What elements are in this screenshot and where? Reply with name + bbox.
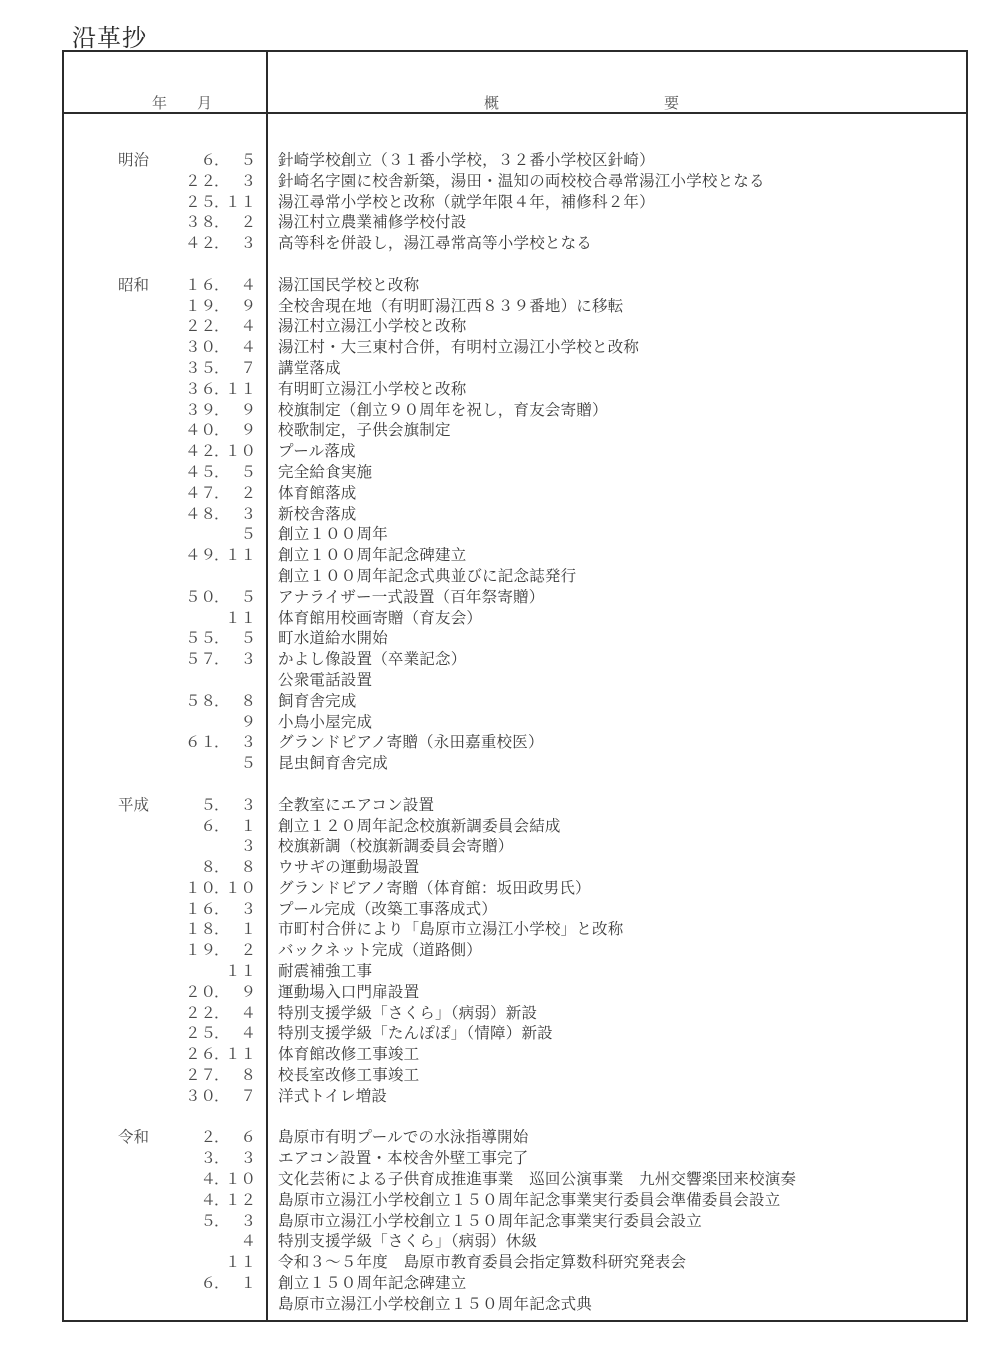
year-month-separator: ．	[214, 421, 230, 440]
era-label: 平成	[118, 795, 150, 814]
year-month-separator: ．	[214, 317, 230, 336]
year-value: １９	[184, 296, 216, 315]
year-value: ５０	[184, 587, 216, 606]
event-description: 湯江国民学校と改称	[278, 275, 420, 294]
history-row	[62, 919, 968, 940]
event-description: 耐震補強工事	[278, 962, 373, 981]
history-row	[62, 982, 968, 1003]
event-description: 小鳥小屋完成	[278, 712, 373, 731]
history-row	[62, 940, 968, 961]
history-row	[62, 1211, 968, 1232]
event-description: 完全給食実施	[278, 462, 373, 481]
year-month-separator: ．	[214, 483, 230, 502]
year-value: ４２	[184, 234, 216, 253]
year-value: ２６	[184, 1045, 216, 1064]
month-value: １１	[224, 379, 256, 398]
year-month-separator: ．	[214, 941, 230, 960]
year-month-separator: ．	[214, 171, 230, 190]
year-value: ５	[200, 795, 216, 814]
event-description: 体育館改修工事竣工	[278, 1045, 420, 1064]
event-description: 創立１２０周年記念校旗新調委員会結成	[278, 816, 561, 835]
event-description: 創立１００周年記念碑建立	[278, 546, 467, 565]
month-value: ３	[240, 1149, 256, 1168]
event-description: 洋式トイレ増設	[278, 1086, 388, 1105]
month-value: ３	[240, 733, 256, 752]
history-row	[62, 233, 968, 254]
month-value: ３	[240, 837, 256, 856]
month-value: ４	[240, 338, 256, 357]
event-description: 湯江村立農業補修学校付設	[278, 213, 467, 232]
history-row	[62, 1086, 968, 1107]
year-month-separator: ．	[214, 878, 230, 897]
year-value: ３	[200, 1149, 216, 1168]
history-row	[62, 483, 968, 504]
year-month-separator: ．	[214, 1045, 230, 1064]
year-month-separator: ．	[214, 442, 230, 461]
era-label: 令和	[118, 1128, 150, 1147]
month-value: １０	[224, 442, 256, 461]
year-value: ５７	[184, 650, 216, 669]
month-value: ４	[240, 275, 256, 294]
year-month-separator: ．	[214, 629, 230, 648]
year-value: ２２	[184, 317, 216, 336]
month-value: １１	[224, 192, 256, 211]
history-row	[62, 628, 968, 649]
history-row	[62, 420, 968, 441]
year-month-separator: ．	[214, 1190, 230, 1209]
event-description: エアコン設置・本校舎外壁工事完了	[278, 1149, 529, 1168]
year-month-separator: ．	[214, 982, 230, 1001]
year-month-separator: ．	[214, 858, 230, 877]
month-value: ５	[240, 629, 256, 648]
event-description: 創立１００周年	[278, 525, 388, 544]
month-value: ８	[240, 691, 256, 710]
month-value: ４	[240, 1232, 256, 1251]
year-value: ２５	[184, 1024, 216, 1043]
year-value: ３５	[184, 358, 216, 377]
year-month-separator: ．	[214, 379, 230, 398]
month-value: １	[240, 920, 256, 939]
event-description: 湯江村・大三東村合併，有明村立湯江小学校と改称	[278, 338, 640, 357]
year-month-separator: ．	[214, 462, 230, 481]
year-month-separator: ．	[214, 691, 230, 710]
month-value: １１	[224, 962, 256, 981]
header-year-month: 年 月	[152, 94, 213, 112]
history-row	[62, 504, 968, 525]
month-value: ６	[240, 1128, 256, 1147]
event-description: 市町村合併により「島原市立湯江小学校」と改称	[278, 920, 624, 939]
event-description: グランドピアノ寄贈（体育館：坂田政男氏）	[278, 878, 591, 897]
year-value: ５５	[184, 629, 216, 648]
month-value: ７	[240, 358, 256, 377]
year-month-separator: ．	[214, 1066, 230, 1085]
month-value: １１	[224, 1253, 256, 1272]
event-description: 針崎名字園に校舎新築，湯田・温知の両校校合尋常湯江小学校となる	[278, 171, 765, 190]
event-description: 運動場入口門扉設置	[278, 982, 420, 1001]
month-value: １	[240, 816, 256, 835]
event-description: 講堂落成	[278, 358, 341, 377]
year-month-separator: ．	[214, 1274, 230, 1293]
year-value: ３０	[184, 338, 216, 357]
event-description: 特別支援学級「たんぽぽ」（情障）新設	[278, 1024, 553, 1043]
event-description: 新校舎落成	[278, 504, 357, 523]
history-row	[62, 1169, 968, 1190]
year-month-separator: ．	[214, 1211, 230, 1230]
year-month-separator: ．	[214, 650, 230, 669]
month-value: ２	[240, 213, 256, 232]
event-description: かよし像設置（卒業記念）	[278, 650, 467, 669]
history-row	[62, 1231, 968, 1252]
year-month-separator: ．	[214, 1170, 230, 1189]
history-row	[62, 961, 968, 982]
history-row	[62, 1148, 968, 1169]
month-value: ３	[240, 899, 256, 918]
month-value: ８	[240, 1066, 256, 1085]
group-spacer	[62, 774, 968, 795]
event-description: 湯江尋常小学校と改称（就学年限４年，補修科２年）	[278, 192, 655, 211]
year-value: ６	[200, 151, 216, 169]
month-value: １１	[224, 608, 256, 627]
month-value: ４	[240, 1003, 256, 1022]
event-description: グランドピアノ寄贈（永田嘉重校医）	[278, 733, 544, 752]
history-row	[62, 379, 968, 400]
history-row	[62, 1003, 968, 1024]
group-spacer	[62, 1107, 968, 1128]
event-description: プール完成（改築工事落成式）	[278, 899, 498, 918]
year-value: １０	[184, 878, 216, 897]
year-month-separator: ．	[214, 400, 230, 419]
history-row	[62, 441, 968, 462]
year-value: １６	[184, 899, 216, 918]
month-value: ７	[240, 1086, 256, 1105]
year-value: ４	[200, 1170, 216, 1189]
event-description: 全校舎現在地（有明町湯江西８３９番地）に移転	[278, 296, 624, 315]
history-row	[62, 649, 968, 670]
event-description: 校旗新調（校旗新調委員会寄贈）	[278, 837, 514, 856]
history-row	[62, 587, 968, 608]
year-value: ２０	[184, 982, 216, 1001]
year-value: １８	[184, 920, 216, 939]
history-row	[62, 171, 968, 192]
history-row	[62, 316, 968, 337]
year-value: ５８	[184, 691, 216, 710]
history-row	[62, 1190, 968, 1211]
event-description: 体育館落成	[278, 483, 357, 502]
year-value: ３９	[184, 400, 216, 419]
history-row	[62, 1023, 968, 1044]
year-month-separator: ．	[214, 1128, 230, 1147]
history-row	[62, 816, 968, 837]
year-month-separator: ．	[214, 733, 230, 752]
year-month-separator: ．	[214, 1149, 230, 1168]
event-description: 昆虫飼育舎完成	[278, 754, 388, 773]
year-month-separator: ．	[214, 296, 230, 315]
year-month-separator: ．	[214, 275, 230, 294]
year-value: ２２	[184, 1003, 216, 1022]
month-value: ３	[240, 171, 256, 190]
month-value: ９	[240, 400, 256, 419]
history-row	[62, 1273, 968, 1294]
history-row	[62, 275, 968, 296]
year-value: ６	[200, 1274, 216, 1293]
event-description: 令和３～５年度 島原市教育委員会指定算数科研究発表会	[278, 1253, 687, 1272]
year-value: ４０	[184, 421, 216, 440]
month-value: ２	[240, 483, 256, 502]
month-value: ９	[240, 712, 256, 731]
event-description: 全教室にエアコン設置	[278, 795, 435, 814]
year-month-separator: ．	[214, 587, 230, 606]
month-value: ３	[240, 1211, 256, 1230]
history-row	[62, 192, 968, 213]
event-description: 公衆電話設置	[278, 670, 373, 689]
history-row	[62, 670, 968, 691]
month-value: ５	[240, 462, 256, 481]
year-month-separator: ．	[214, 504, 230, 523]
month-value: １０	[224, 1170, 256, 1189]
event-description: ウサギの運動場設置	[278, 858, 420, 877]
event-description: 湯江村立湯江小学校と改称	[278, 317, 467, 336]
month-value: ４	[240, 1024, 256, 1043]
history-rows	[62, 150, 968, 1315]
event-description: 校長室改修工事竣工	[278, 1066, 420, 1085]
year-month-separator: ．	[214, 234, 230, 253]
history-row	[62, 337, 968, 358]
month-value: ４	[240, 317, 256, 336]
year-value: ４	[200, 1190, 216, 1209]
year-month-separator: ．	[214, 358, 230, 377]
history-row	[62, 1294, 968, 1315]
history-row	[62, 1252, 968, 1273]
history-row	[62, 608, 968, 629]
year-month-separator: ．	[214, 1086, 230, 1105]
month-value: ３	[240, 795, 256, 814]
event-description: 島原市立湯江小学校創立１５０周年記念事業実行委員会設立	[278, 1211, 702, 1230]
year-month-separator: ．	[214, 1003, 230, 1022]
event-description: 飼育舎完成	[278, 691, 357, 710]
month-value: ８	[240, 858, 256, 877]
header-summary: 概 要	[484, 94, 680, 112]
year-value: ４５	[184, 462, 216, 481]
year-value: ４８	[184, 504, 216, 523]
history-row	[62, 836, 968, 857]
event-description: 特別支援学級「さくら」（病弱）新設	[278, 1003, 538, 1022]
year-month-separator: ．	[214, 920, 230, 939]
year-value: １６	[184, 275, 216, 294]
year-month-separator: ．	[214, 816, 230, 835]
era-label: 明治	[118, 151, 150, 169]
month-value: ９	[240, 296, 256, 315]
event-description: 体育館用校画寄贈（育友会）	[278, 608, 483, 627]
history-row	[62, 1127, 968, 1148]
history-row	[62, 462, 968, 483]
year-value: ４２	[184, 442, 216, 461]
event-description: 島原市有明プールでの水泳指導開始	[278, 1128, 529, 1147]
history-row	[62, 753, 968, 774]
month-value: １	[240, 1274, 256, 1293]
year-value: ２７	[184, 1066, 216, 1085]
year-value: ６１	[184, 733, 216, 752]
event-description: 島原市立湯江小学校創立１５０周年記念事業実行委員会準備委員会設立	[278, 1190, 781, 1209]
month-value: １０	[224, 878, 256, 897]
month-value: １１	[224, 546, 256, 565]
month-value: ５	[240, 151, 256, 169]
history-row	[62, 857, 968, 878]
history-row	[62, 691, 968, 712]
event-description: 創立１５０周年記念碑建立	[278, 1274, 467, 1293]
history-row	[62, 732, 968, 753]
event-description: 高等科を併設し，湯江尋常高等小学校となる	[278, 234, 593, 253]
event-description: バックネット完成（道路側）	[278, 941, 482, 960]
event-description: プール落成	[278, 442, 356, 461]
year-month-separator: ．	[214, 795, 230, 814]
history-row	[62, 545, 968, 566]
event-description: 針崎学校創立（３１番小学校，３２番小学校区針崎）	[278, 151, 655, 169]
history-row	[62, 1044, 968, 1065]
year-month-separator: ．	[214, 546, 230, 565]
month-value: １２	[224, 1190, 256, 1209]
event-description: アナライザー一式設置（百年祭寄贈）	[278, 587, 545, 606]
year-value: ５	[200, 1211, 216, 1230]
year-value: ２	[200, 1128, 216, 1147]
event-description: 創立１００周年記念式典並びに記念誌発行	[278, 566, 577, 585]
month-value: ２	[240, 941, 256, 960]
month-value: ５	[240, 587, 256, 606]
month-value: ３	[240, 234, 256, 253]
year-month-separator: ．	[214, 213, 230, 232]
event-description: 島原市立湯江小学校創立１５０周年記念式典	[278, 1294, 593, 1313]
history-row	[62, 712, 968, 733]
year-value: ６	[200, 816, 216, 835]
month-value: ３	[240, 650, 256, 669]
month-value: １１	[224, 1045, 256, 1064]
history-row	[62, 899, 968, 920]
history-row	[62, 795, 968, 816]
event-description: 校歌制定，子供会旗制定	[278, 421, 451, 440]
event-description: 校旗制定（創立９０周年を祝し，育友会寄贈）	[278, 400, 608, 419]
month-value: ９	[240, 421, 256, 440]
year-value: ２２	[184, 171, 216, 190]
year-value: １９	[184, 941, 216, 960]
year-value: ３０	[184, 1086, 216, 1105]
era-label: 昭和	[118, 275, 150, 294]
history-row	[62, 1065, 968, 1086]
event-description: 特別支援学級「さくら」（病弱）休級	[278, 1232, 538, 1251]
year-month-separator: ．	[214, 1024, 230, 1043]
month-value: ９	[240, 982, 256, 1001]
month-value: ５	[240, 525, 256, 544]
year-month-separator: ．	[214, 899, 230, 918]
history-row	[62, 150, 968, 171]
history-row	[62, 878, 968, 899]
document-title: 沿革抄	[72, 24, 147, 52]
history-row	[62, 212, 968, 233]
year-value: ４７	[184, 483, 216, 502]
event-description: 文化芸術による子供育成推進事業 巡回公演事業 九州交響楽団来校演奏	[278, 1170, 797, 1189]
year-month-separator: ．	[214, 192, 230, 211]
year-month-separator: ．	[214, 151, 230, 169]
year-value: ３６	[184, 379, 216, 398]
year-month-separator: ．	[214, 338, 230, 357]
month-value: ５	[240, 754, 256, 773]
year-value: ４９	[184, 546, 216, 565]
event-description: 有明町立湯江小学校と改称	[278, 379, 467, 398]
year-value: ３８	[184, 213, 216, 232]
month-value: ３	[240, 504, 256, 523]
year-value: ８	[200, 858, 216, 877]
history-row	[62, 566, 968, 587]
group-spacer	[62, 254, 968, 275]
history-row	[62, 400, 968, 421]
year-value: ２５	[184, 192, 216, 211]
event-description: 町水道給水開始	[278, 629, 388, 648]
history-row	[62, 296, 968, 317]
history-row	[62, 524, 968, 545]
history-row	[62, 358, 968, 379]
